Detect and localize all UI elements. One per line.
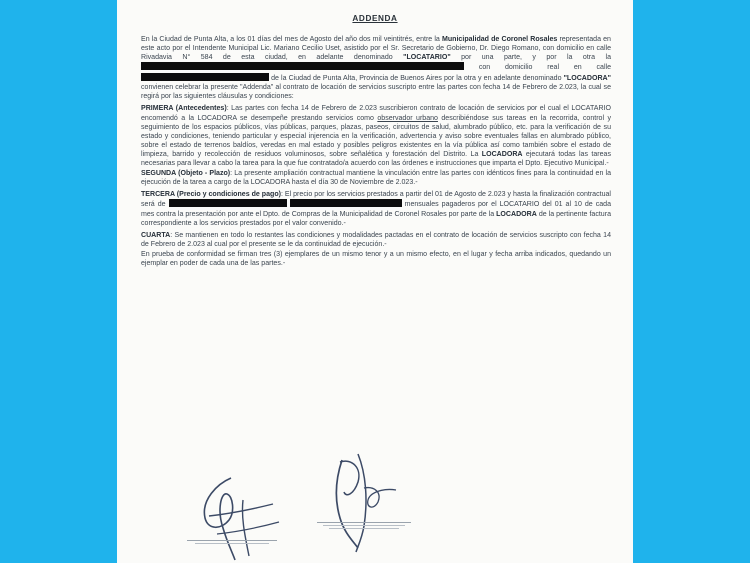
locadora-label: LOCADORA <box>496 210 537 218</box>
clause-text: : Las partes con fecha 14 de Febrero de 2.023 suscribieron contrato de locación de servicios por el cual el LOCATARIO encomendó a la LOCADORA se desempeñe prestando servicios como <box>141 105 611 122</box>
municipality-name: Municipalidad de Coronel Rosales <box>442 36 558 43</box>
clause-tercera <box>141 190 611 228</box>
clause-text: : Se mantienen en todo lo restantes las condiciones y modalidades pactadas en el contrato de locación de servicios suscripto con fecha 14 de Febrero de 2.023 al cual por el presente se le da continuidad de ejecución.- <box>141 232 611 249</box>
redaction-bar-name-cont <box>336 62 464 70</box>
role-text: observador urbano <box>377 114 438 122</box>
clause-heading: SEGUNDA (Objeto - Plazo) <box>141 169 231 177</box>
stamp-right <box>309 520 419 531</box>
document-body <box>141 35 611 271</box>
clause-cuarta <box>141 231 611 268</box>
clause-text: mensuales pagaderos por el LOCATARIO del 01 al 10 de cada mes contra la presentación por ante el Dpto. de Compras de la Municipalidad de Coronel Rosales por parte de la <box>141 201 612 218</box>
intro-text: En la Ciudad de Punta Alta, a los 01 días del mes de Agosto del año dos mil veintitrés, entre la <box>141 36 442 43</box>
locatario-label: "LOCATARIO" <box>403 54 451 62</box>
document-title: ADDENDA <box>352 14 398 23</box>
document-page <box>117 0 633 563</box>
redaction-bar-name <box>141 62 336 70</box>
intro-text: por una parte, y por la otra la <box>450 54 611 62</box>
clause-primera <box>141 104 611 186</box>
signature-left <box>187 470 297 562</box>
intro-text: representada en este acto por el Intendente Municipal Lic. Mariano Cecilio Uset, asistido por el Sr. Secretario de Gobierno, Dr. Diego Romano, con domicilio en calle Rivadavia N° 584 de esta ciudad, en adelante denominado <box>141 36 611 62</box>
closing-text: En prueba de conformidad se firman tres (3) ejemplares de un mismo tenor y a un mismo efecto, en el lugar y fecha arriba indicados, quedando un ejemplar en poder de cada una de las partes.- <box>141 250 611 267</box>
redaction-bar-address <box>141 73 269 81</box>
clause-text: ejecutará todas las tareas necesarias para llevar a cabo la tarea para la que fue contratado/a acuerdo con las órdenes e instrucciones que imparta el Dpto. Ejecutivo Municipal.- <box>141 151 611 168</box>
locadora-label: "LOCADORA" <box>563 74 611 82</box>
intro-text: de la Ciudad de Punta Alta, Provincia de Buenos Aires por la otra y en adelante denominado <box>269 74 564 82</box>
clause-heading: TERCERA (Precio y condiciones de pago) <box>141 191 281 199</box>
locadora-label: LOCADORA <box>481 151 523 159</box>
signature-right <box>322 448 442 558</box>
clause-text: de la pertinente factura correspondiente a los servicios prestados por el valor convenido.- <box>141 210 611 227</box>
redaction-bar-amount-cont <box>290 199 402 207</box>
clause-text: : El precio por los servicios prestados a partir del 01 de Agosto de 2.023 y hasta la finalización contractual será de <box>141 191 611 209</box>
clause-heading: CUARTA <box>141 232 171 240</box>
stamp-left <box>177 538 287 546</box>
redaction-bar-amount <box>169 199 287 207</box>
intro-paragraph <box>141 35 611 101</box>
clause-text: describiéndose sus tareas en la recorrida, control y seguimiento de los espacios públicos, vías públicas, parques, plazas, paseos, circuitos de salud, alumbrado público, etc. para la verificación de su estado y condiciones, teniendo particular y especial injerencia en la verificación, advertencia y aviso sobre eventuales fallas en alumbrado público, sobre el estado de terrenos baldíos, veredas en mal estado y posibles peligros existentes en la vía pública así como también sobre el estado de limpieza, barrido y recolección de residuos voluminosos, sobre señalética y forestación del Distrito. La <box>141 114 611 159</box>
clause-heading: PRIMERA (Antecedentes) <box>141 105 227 113</box>
intro-text: convienen celebrar la presente "Addenda" al contrato de locación de servicios suscripto entre las partes con fecha 14 de Febrero de 2.023, la cual se regirá por las siguientes cláusulas y condiciones: <box>141 83 611 100</box>
clause-text: : La presente ampliación contractual mantiene la vinculación entre las partes con idénticos fines para la continuidad en la ejecución de la tarea a cargo de la LOCADORA hasta el día 30 de Noviembre de 2.023.- <box>141 169 611 186</box>
intro-text: con domicilio real en calle <box>464 64 611 72</box>
